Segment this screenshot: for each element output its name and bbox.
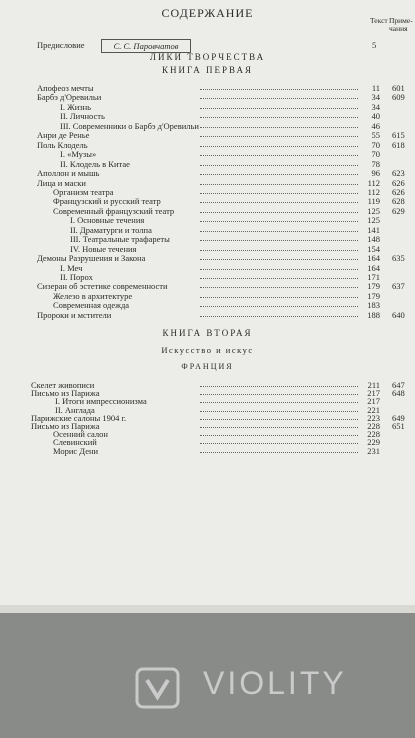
foreword-page: 5 (372, 40, 377, 50)
violity-logo-icon (135, 667, 180, 709)
toc-entry-page: 183 (367, 300, 380, 311)
leader-dots (200, 297, 358, 298)
toc-entry-label: III. Театральные трафареты (70, 234, 170, 245)
toc-entry-label: Апофеоз мечты (37, 83, 94, 93)
leader-dots (200, 127, 358, 128)
toc-entry-page: 217 (367, 388, 380, 399)
toc-entry-label: I. Меч (60, 262, 83, 273)
toc-entry-label: Демоны Разрушения и Закона (37, 253, 146, 264)
toc-entry-notes-page: 626 (392, 177, 405, 188)
toc-entry-page: 221 (367, 404, 380, 415)
leader-dots (200, 98, 358, 99)
leader-dots (200, 427, 358, 428)
toc-entry-label: IV. Новые течения (70, 243, 137, 254)
toc-entry-page: 70 (371, 139, 380, 150)
leader-dots (200, 269, 358, 270)
toc-entry-label: Скелет живописи (31, 380, 95, 390)
toc-entry (0, 446, 415, 457)
toc-entry-label: Морис Дени (53, 445, 99, 456)
toc-entry-notes-page: 651 (392, 421, 405, 431)
toc-entry-label: Парижские салоны 1904 г. (31, 412, 127, 423)
leader-dots (200, 452, 358, 453)
toc-entry-page: 125 (367, 205, 380, 216)
leader-dots (200, 146, 358, 147)
toc-entry-label: II. Англада (55, 404, 95, 415)
toc-entry-label: Железо в архитектуре (53, 290, 133, 301)
toc-entry-notes-page: 609 (392, 92, 405, 103)
toc-entry-page: 179 (367, 290, 380, 301)
leader-dots (200, 184, 358, 185)
toc-entry-page: 46 (371, 120, 380, 131)
book2-subtitle: Искусство и искус (161, 345, 254, 355)
toc-entry-page: 228 (367, 421, 380, 431)
toc-entry-label: Современный французский театр (53, 205, 175, 216)
toc-entry-page: 70 (371, 149, 380, 160)
leader-dots (200, 386, 358, 387)
toc-entry-notes-page: 637 (392, 281, 405, 292)
toc-entry-notes-page: 628 (392, 196, 405, 207)
toc-entry-label: Французский и русский театр (53, 196, 161, 207)
leader-dots (200, 221, 358, 222)
toc-entry-page: 231 (367, 445, 380, 456)
toc-entry-page: 171 (367, 272, 380, 282)
leader-dots (200, 231, 358, 232)
toc-entry-label: II. Порох (60, 272, 93, 282)
toc-entry-label: Барбэ д'Оревильи (37, 92, 102, 103)
book-heading-1: КНИГА ПЕРВАЯ (162, 65, 253, 75)
leader-dots (200, 165, 358, 166)
toc-entry-page: 179 (367, 281, 380, 292)
leader-dots (200, 117, 358, 118)
toc-entry-page: 125 (367, 215, 380, 226)
toc-entry-label: Современная одежда (53, 300, 130, 311)
toc-entry-notes-page: 615 (392, 130, 405, 141)
leader-dots (200, 250, 358, 251)
toc-entry-label: Поль Клодель (37, 139, 88, 150)
toc-entry-page: 141 (367, 224, 380, 235)
leader-dots (200, 443, 358, 444)
toc-entry-label: Осенний салон (53, 429, 108, 440)
column-header-notes: Приме- чания (389, 16, 413, 33)
part-heading: ЛИКИ ТВОРЧЕСТВА (149, 52, 266, 62)
leader-dots (200, 411, 358, 412)
leader-dots (200, 193, 358, 194)
toc-entry-label: Лица и маски (37, 177, 86, 188)
leader-dots (200, 136, 358, 137)
page-edge (0, 605, 415, 613)
leader-dots (200, 435, 358, 436)
leader-dots (200, 202, 358, 203)
toc-entry-notes-page: 618 (392, 139, 405, 150)
toc-entry-label: II. Клодель в Китае (60, 158, 130, 169)
toc-entry-page: 223 (367, 412, 380, 423)
signature-stamp: С. С. Паровчатов (101, 39, 191, 53)
toc-entry-page: 164 (367, 253, 380, 264)
toc-entry-page: 112 (367, 177, 380, 188)
toc-entry-notes-page: 640 (392, 309, 405, 320)
toc-entry-label: III. Современники о Барбэ д'Оревильи (60, 120, 199, 131)
toc-entry-label: Слевинский (53, 437, 97, 448)
toc-entry-notes-page: 649 (392, 412, 405, 423)
toc-entry-label: Организм театра (53, 186, 114, 197)
toc-entry-page: 164 (367, 262, 380, 273)
toc-entry-label: Письмо из Парижа (31, 421, 100, 431)
toc-entry-page: 112 (367, 186, 380, 197)
toc-entry-page: 96 (371, 168, 380, 179)
leader-dots (200, 402, 358, 403)
toc-entry-notes-page: 648 (392, 388, 405, 399)
book-heading-2: КНИГА ВТОРАЯ (162, 328, 253, 338)
leader-dots (200, 287, 358, 288)
watermark (135, 657, 415, 717)
toc-entry-label: Анри де Ренье (37, 130, 90, 141)
leader-dots (200, 174, 358, 175)
toc-entry-label: I. «Музы» (60, 149, 97, 160)
toc-entry-page: 40 (371, 111, 380, 122)
column-header-text: Текст (370, 16, 388, 25)
toc-entry-label: Письмо из Парижа (31, 388, 100, 399)
leader-dots (200, 419, 358, 420)
toc-entry-page: 55 (371, 130, 380, 141)
foreword-label: Предисловие (37, 40, 85, 50)
leader-dots (200, 212, 358, 213)
leader-dots (200, 259, 358, 260)
toc-entry-page: 119 (367, 196, 380, 207)
toc-entry-page: 188 (367, 309, 380, 320)
toc-entry-page: 217 (367, 396, 380, 407)
section-france: ФРАНЦИЯ (181, 362, 234, 371)
toc-entry-notes-page: 626 (392, 186, 405, 197)
toc-entry-page: 78 (371, 158, 380, 169)
toc-entry-label: I. Жизнь (60, 101, 92, 112)
toc-entry-notes-page: 601 (392, 83, 405, 93)
leader-dots (200, 240, 358, 241)
toc-entry-page: 11 (371, 83, 380, 93)
page-title: СОДЕРЖАНИЕ (161, 6, 254, 20)
toc-entry (0, 310, 415, 321)
toc-entry-label: I. Основные течения (70, 215, 145, 226)
toc-entry-page: 148 (367, 234, 380, 245)
leader-dots (200, 108, 358, 109)
leader-dots (200, 89, 358, 90)
leader-dots (200, 394, 358, 395)
toc-entry-page: 34 (371, 92, 380, 103)
toc-entry-notes-page: 635 (392, 253, 405, 264)
toc-entry-page: 211 (367, 380, 380, 390)
toc-entry-label: Аполлон и мышь (37, 168, 100, 179)
leader-dots (200, 155, 358, 156)
toc-entry-label: Пророки и мстители (37, 309, 112, 320)
toc-entry-label: II. Драматурги и толпа (70, 224, 152, 235)
toc-entry-label: Сизеран об эстетике современности (37, 281, 168, 292)
leader-dots (200, 316, 358, 317)
toc-entry-page: 154 (367, 243, 380, 254)
toc-entry-notes-page: 629 (392, 205, 405, 216)
leader-dots (200, 306, 358, 307)
toc-entry-notes-page: 623 (392, 168, 405, 179)
toc-entry-label: I. Итоги импрессионизма (55, 396, 147, 407)
toc-entry-page: 229 (367, 437, 380, 448)
toc-entry-label: II. Личность (60, 111, 105, 122)
toc-entry-notes-page: 647 (392, 380, 405, 390)
toc-entry-page: 228 (367, 429, 380, 440)
toc-entry-page: 34 (371, 101, 380, 112)
leader-dots (200, 278, 358, 279)
watermark-text: VIOLITY (203, 665, 347, 701)
